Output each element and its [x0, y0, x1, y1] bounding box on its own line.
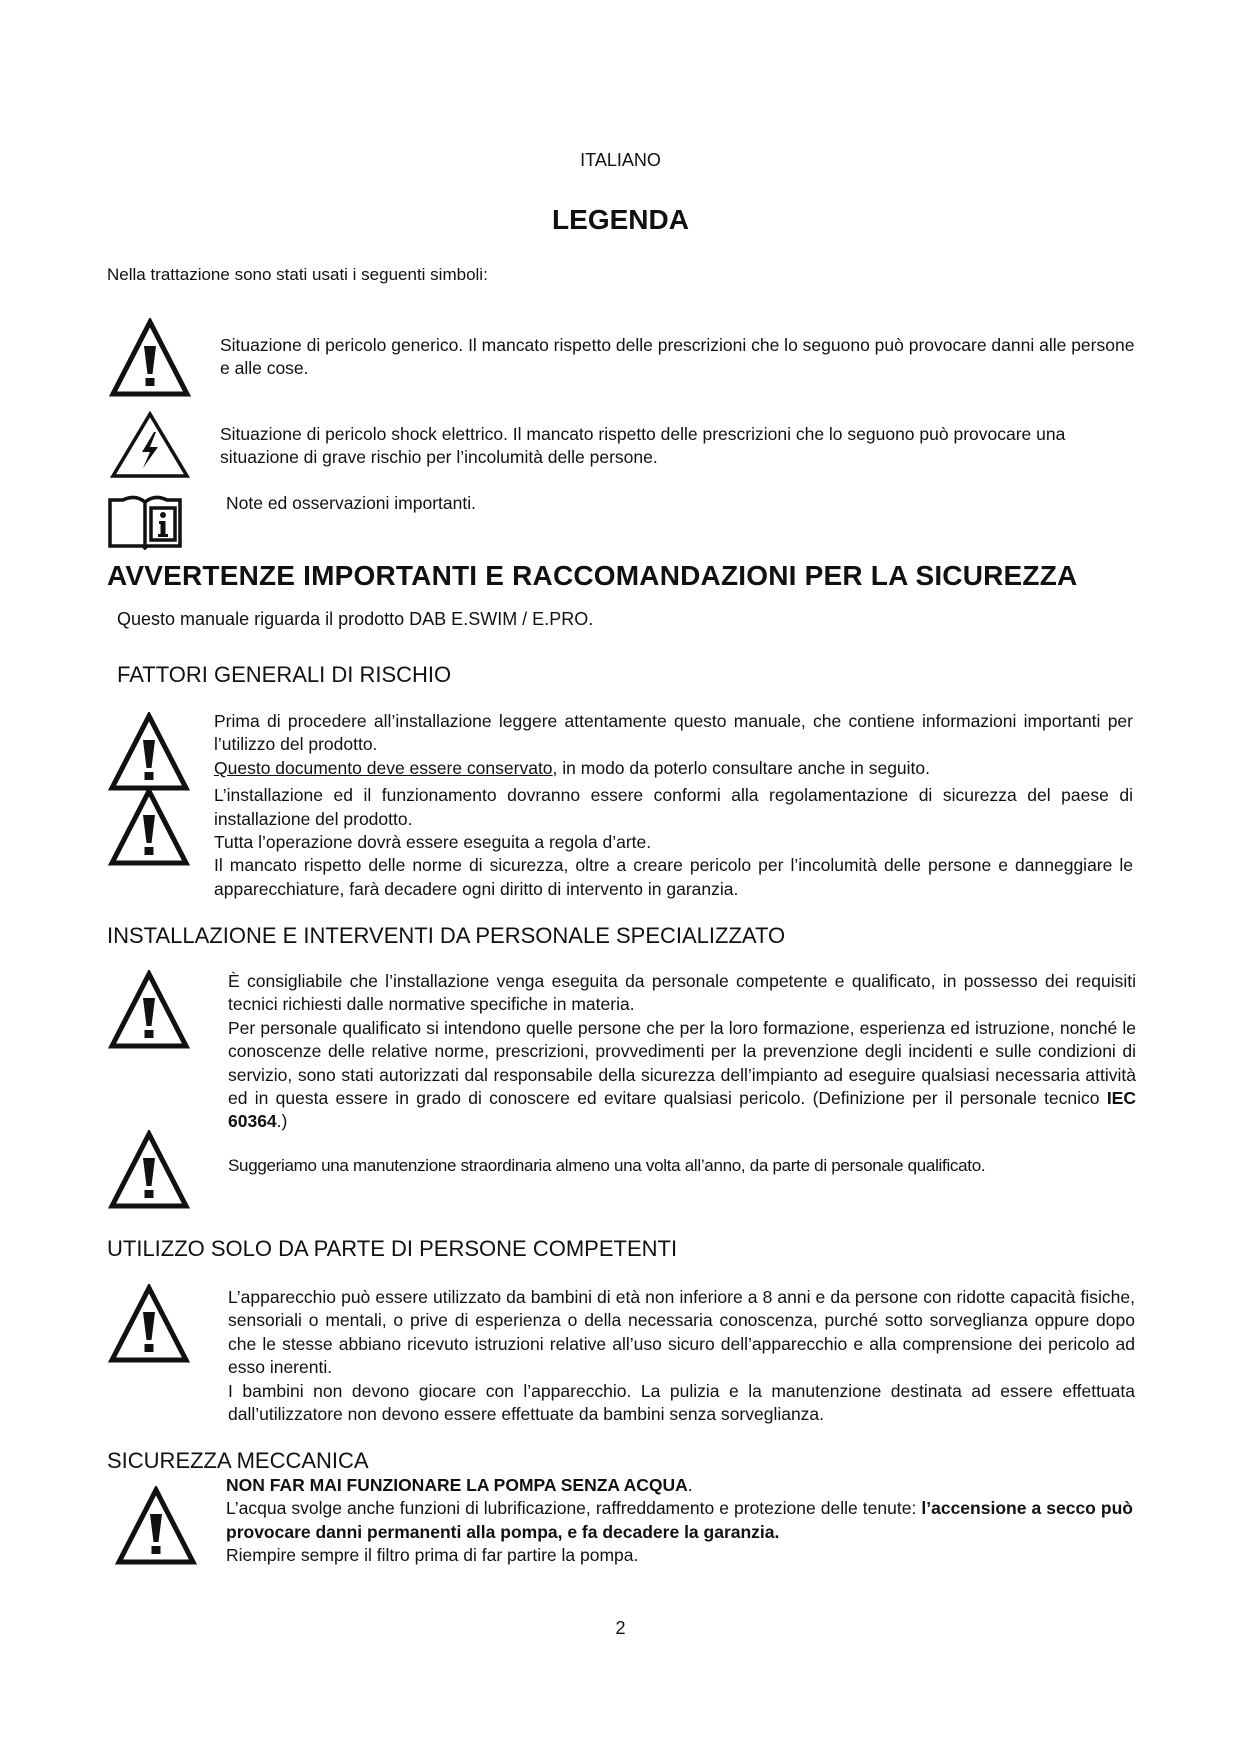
warning-triangle-icon [114, 1486, 198, 1566]
competent-text [228, 1286, 1135, 1426]
mechanical-text [226, 1474, 1133, 1568]
general-risks-p1: Prima di procedere all’installazione leggere attentamente questo manuale, che contiene informazioni importanti per l’utilizzo del prodotto. [214, 711, 1133, 755]
legend-item-general-danger: Situazione di pericolo generico. Il mancato rispetto delle prescrizioni che lo seguono può provocare danni alle persone e alle cose. [220, 335, 1135, 378]
general-risks-p2 [214, 757, 1133, 780]
general-risks-p3: L’installazione ed il funzionamento dovranno essere conformi alla regolamentazione di sicurezza del paese di installazione del prodotto. [214, 785, 1133, 829]
no-dry-run-warning: NON FAR MAI FUNZIONARE LA POMPA SENZA ACQUA [226, 1475, 688, 1495]
info-book-icon [107, 492, 183, 550]
installation-p2-end: .) [276, 1111, 288, 1132]
page-title: LEGENDA [552, 204, 689, 235]
dry-start-warning: l’accensione a secco può provocare danni permanenti alla pompa, e fa decadere la garanzia. [226, 1498, 1133, 1542]
general-risks-p5: Il mancato rispetto delle norme di sicurezza, oltre a creare pericolo per l’incolumità delle persone e danneggiare le apparecchiature, farà decadere ogni diritto di intervento in garanzia. [214, 855, 1133, 899]
language-label: ITALIANO [580, 150, 661, 170]
general-risks-p4: Tutta l’operazione dovrà essere eseguita a regola d’arte. [214, 832, 652, 853]
warning-triangle-icon [107, 970, 191, 1050]
mechanical-p1-end: . [687, 1475, 693, 1495]
product-line: Questo manuale riguarda il prodotto DAB E.SWIM / E.PRO. [117, 609, 594, 629]
installation-text [228, 970, 1136, 1134]
general-risks-text [214, 710, 1133, 901]
legend-item-notes: Note ed osservazioni importanti. [226, 493, 476, 513]
mechanical-p2 [226, 1497, 1133, 1544]
warning-triangle-icon [107, 1130, 191, 1210]
warning-triangle-icon [107, 712, 191, 792]
general-risks-p2-rest: , in modo da poterlo consultare anche in seguito. [552, 757, 931, 778]
competent-heading: UTILIZZO SOLO DA PARTE DI PERSONE COMPETENTI [107, 1236, 678, 1261]
warning-triangle-icon [107, 787, 191, 867]
installation-heading: INSTALLAZIONE E INTERVENTI DA PERSONALE SPECIALIZZATO [107, 923, 786, 948]
mechanical-p1 [226, 1474, 1133, 1497]
competent-p2: I bambini non devono giocare con l’apparecchio. La pulizia e la manutenzione destinata ad essere effettuata dall’utilizzatore non devono essere effettuate da bambini senza sorveglianza. [228, 1380, 1135, 1425]
legend-intro: Nella trattazione sono stati usati i seguenti simboli: [107, 265, 488, 284]
mechanical-heading: SICUREZZA MECCANICA [107, 1448, 369, 1473]
legend-item-electric-shock: Situazione di pericolo shock elettrico. Il mancato rispetto delle prescrizioni che lo seguono può provocare una situazione di grave rischio per l’incolumità delle persone. [220, 424, 1066, 467]
safety-heading: AVVERTENZE IMPORTANTI E RACCOMANDAZIONI PER LA SICUREZZA [107, 560, 1078, 591]
warning-triangle-icon [107, 1284, 191, 1364]
iec-standard: IEC 60364 [228, 1088, 1136, 1132]
installation-p2 [228, 1017, 1136, 1134]
maintenance-note: Suggeriamo una manutenzione straordinaria almeno una volta all’anno, da parte di personale qualificato. [228, 1156, 986, 1175]
page-number: 2 [615, 1618, 626, 1638]
general-risks-heading: FATTORI GENERALI DI RISCHIO [117, 662, 452, 687]
competent-p1: L’apparecchio può essere utilizzato da bambini di età non inferiore a 8 anni e da persone con ridotte capacità fisiche, sensoriali o mentali, o prive di esperienza o della necessaria conoscenza, purché sotto sorveglianza oppure dopo che le stesse abbiano ricevuto istruzioni relative all’uso sicuro dell’apparecchio e alla comprensione dei pericolo ad esso inerenti. [228, 1287, 1135, 1378]
mechanical-p3: Riempire sempre il filtro prima di far partire la pompa. [226, 1545, 639, 1566]
installation-p2-text: Per personale qualificato si intendono quelle persone che per la loro formazione, esperienza ed istruzione, nonché le conoscenze delle relative norme, prescrizioni, provvedimenti per la prevenzione degli incidenti e sulle condizioni di servizio, sono stati autorizzati dal responsabile della sicurezza dell’impianto ad eseguire qualsiasi necessaria attività ed in questa essere in grado di conoscere ed evitare qualsiasi pericolo. (Definizione per il personale tecnico [228, 1017, 1136, 1109]
conserve-document-underlined: Questo documento deve essere conservato [214, 757, 553, 778]
installation-p1: È consigliabile che l’installazione venga eseguita da personale competente e qualificato, in possesso dei requisiti tecnici richiesti dalle normative specifiche in materia. [228, 971, 1136, 1015]
mechanical-p2-text: L’acqua svolge anche funzioni di lubrificazione, raffreddamento e protezione delle tenute: [226, 1498, 922, 1519]
warning-triangle-icon [107, 318, 193, 398]
electric-shock-icon [108, 410, 192, 480]
